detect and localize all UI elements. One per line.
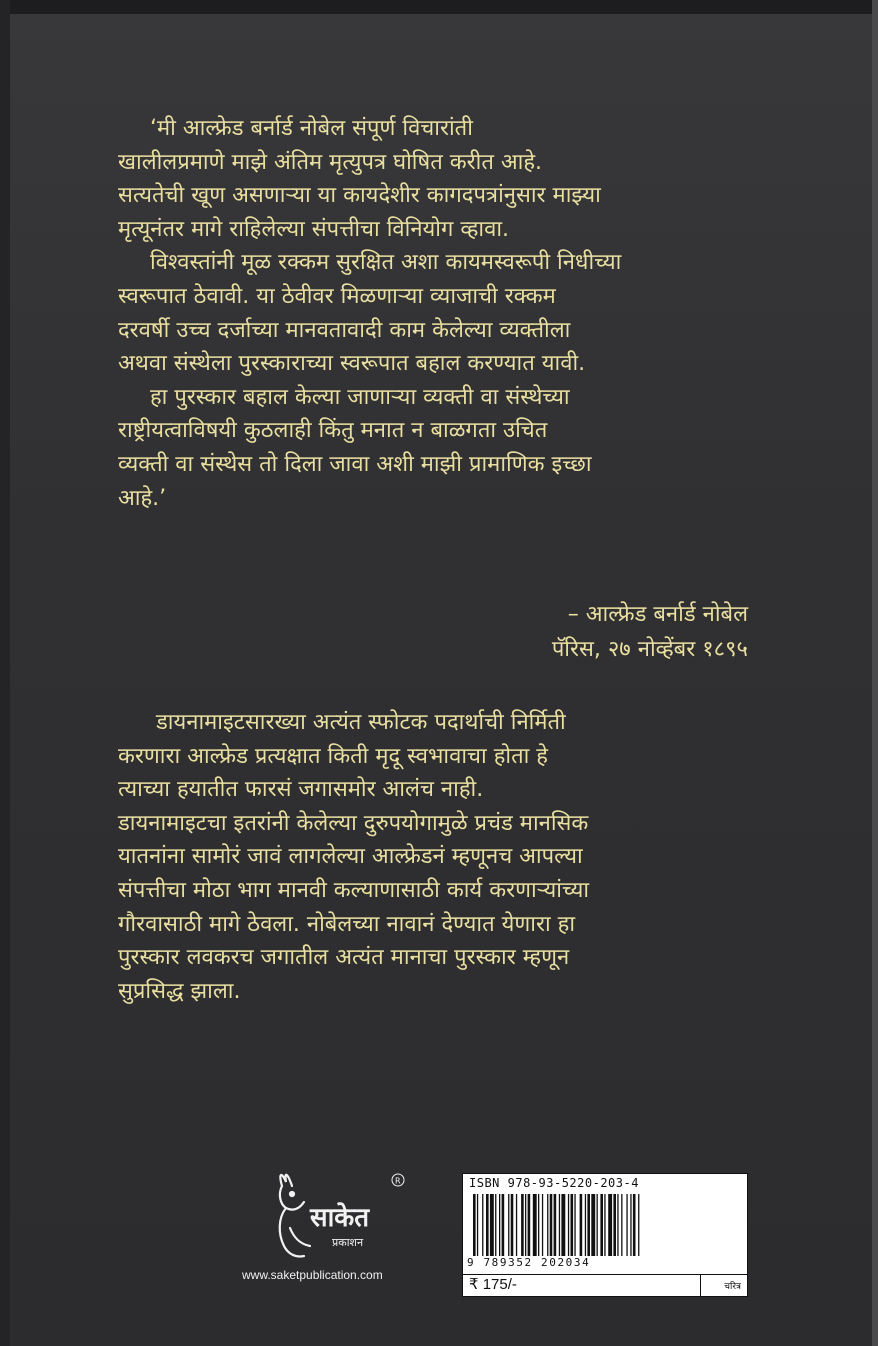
barcode-bar xyxy=(626,1194,627,1256)
barcode-bar xyxy=(511,1194,514,1256)
nobel-will-quote xyxy=(118,112,768,515)
barcode-bar xyxy=(486,1194,489,1256)
isbn-number: ISBN 978-93-5220-203-4 xyxy=(469,1176,639,1190)
quote-paragraph-3: हा पुरस्कार बहाल केल्या जाणाऱ्या व्यक्ती वा संस्थेच्या राष्ट्रीयत्वाविषयी कुठलाही किंतु मनात न बाळगता उचित व्यक्ती वा संस्थेस तो दिला जावा अशी माझी प्रामाणिक इच्छा आहे.’ xyxy=(118,384,592,511)
logo-wordmark: साकेत xyxy=(310,1203,370,1233)
barcode-bar xyxy=(568,1194,569,1256)
barcode-bar xyxy=(477,1194,478,1256)
barcode-bar xyxy=(600,1194,603,1256)
barcode-bar xyxy=(525,1194,526,1256)
barcode-bar xyxy=(482,1194,483,1256)
publisher-logo xyxy=(270,1168,410,1268)
isbn-sticker xyxy=(462,1173,748,1297)
barcode-bar xyxy=(554,1194,557,1256)
barcode-digits: 9 789352 202034 xyxy=(467,1256,591,1269)
logo-subtext: प्रकाशन xyxy=(332,1236,364,1249)
barcode-bar xyxy=(508,1194,509,1256)
barcode-bar xyxy=(550,1194,553,1256)
barcode-bar xyxy=(613,1194,616,1256)
barcode-bar xyxy=(630,1194,631,1256)
barcode-bar xyxy=(528,1194,531,1256)
cover-left-edge xyxy=(0,0,10,1346)
category-box xyxy=(700,1275,747,1297)
barcode-bar xyxy=(547,1194,548,1256)
barcode-bar xyxy=(559,1194,560,1256)
barcode-bar xyxy=(585,1194,586,1256)
barcode-bar xyxy=(597,1194,598,1256)
registered-icon xyxy=(392,1174,404,1186)
barcode-bar xyxy=(638,1194,639,1256)
barcode-bar xyxy=(608,1194,612,1256)
barcode-bar xyxy=(621,1194,622,1256)
cover-top-edge xyxy=(0,0,878,14)
barcode-bar xyxy=(604,1194,605,1256)
barcode-bar xyxy=(617,1194,618,1256)
cover-right-edge xyxy=(872,0,878,1346)
barcode-bar xyxy=(495,1194,496,1256)
blurb-paragraph: डायनामाइटसारख्या अत्यंत स्फोटक पदार्थाची निर्मिती करणारा आल्फ्रेड प्रत्यक्षात किती मृदू स्वभावाचा होता हे त्याच्या हयातीत फारसं जगासमोर आलंच नाही. डायनामाइटचा इतरांनी केलेल्या दुरुपयोगामुळे प्रचंड मानसिक यातनांना सामोरं जावं लागलेल्या आल्फ्रेडनं म्हणूनच आपल्या संपत्तीचा मोठा भाग मानवी कल्याणासाठी कार्य करणाऱ्यांच्या गौरवासाठी मागे ठेवला. नोबेलच्या नावानं देण्यात येणारा हा पुरस्कार लवकरच जगातील अत्यंत मानाचा पुरस्कार म्हणून सुप्रसिद्ध झाला. xyxy=(118,710,590,1004)
barcode-bar xyxy=(571,1194,574,1256)
barcode-bar xyxy=(533,1194,537,1256)
price-row xyxy=(463,1274,747,1297)
barcode-bar xyxy=(574,1194,575,1256)
barcode-bar xyxy=(580,1194,583,1256)
barcode-bar xyxy=(542,1194,543,1256)
barcode-bar xyxy=(473,1194,476,1256)
barcode xyxy=(469,1194,741,1256)
blurb xyxy=(118,706,768,1008)
publisher-website: www.saketpublication.com xyxy=(242,1268,383,1282)
barcode-bar xyxy=(499,1194,500,1256)
quote-paragraph-2: विश्वस्तांनी मूळ रक्कम सुरक्षित अशा कायमस्वरूपी निधीच्या स्वरूपात ठेवावी. या ठेवीवर मिळणाऱ्या व्याजाची रक्कम दरवर्षी उच्च दर्जाच्या मानवतावादी काम केलेल्या व्यक्तीला अथवा संस्थेला पुरस्काराच्या स्वरूपात बहाल करण्यात यावी. xyxy=(118,250,622,377)
barcode-bar xyxy=(538,1194,539,1256)
quote-attribution-place: पॅरिस, २७ नोव्हेंबर १८९५ xyxy=(551,637,748,662)
barcode-bar xyxy=(561,1194,565,1256)
barcode-bar xyxy=(502,1194,505,1256)
quote-paragraph-1: ‘मी आल्फ्रेड बर्नार्ड नोबेल संपूर्ण विचारांती खालीलप्रमाणे माझे अंतिम मृत्युपत्र घोषित करीत आहे. सत्यतेची खूण असणाऱ्या या कायदेशीर कागदपत्रांनुसार माझ्या मृत्यूनंतर मागे राहिलेल्या संपत्तीचा विनियोग व्हावा. xyxy=(118,116,601,242)
rabbit-icon xyxy=(280,1175,310,1257)
barcode-bar xyxy=(591,1194,595,1256)
barcode-bar xyxy=(516,1194,517,1256)
barcode-bar xyxy=(490,1194,494,1256)
quote-attribution-name: – आल्फ्रेड बर्नार्ड नोबेल xyxy=(567,602,748,627)
barcode-bar xyxy=(587,1194,590,1256)
barcode-bar xyxy=(521,1194,524,1256)
category-label: चरित्र xyxy=(724,1282,741,1292)
price: ₹ 175/- xyxy=(469,1276,517,1293)
barcode-bar xyxy=(633,1194,636,1256)
svg-text:R: R xyxy=(395,1176,401,1186)
